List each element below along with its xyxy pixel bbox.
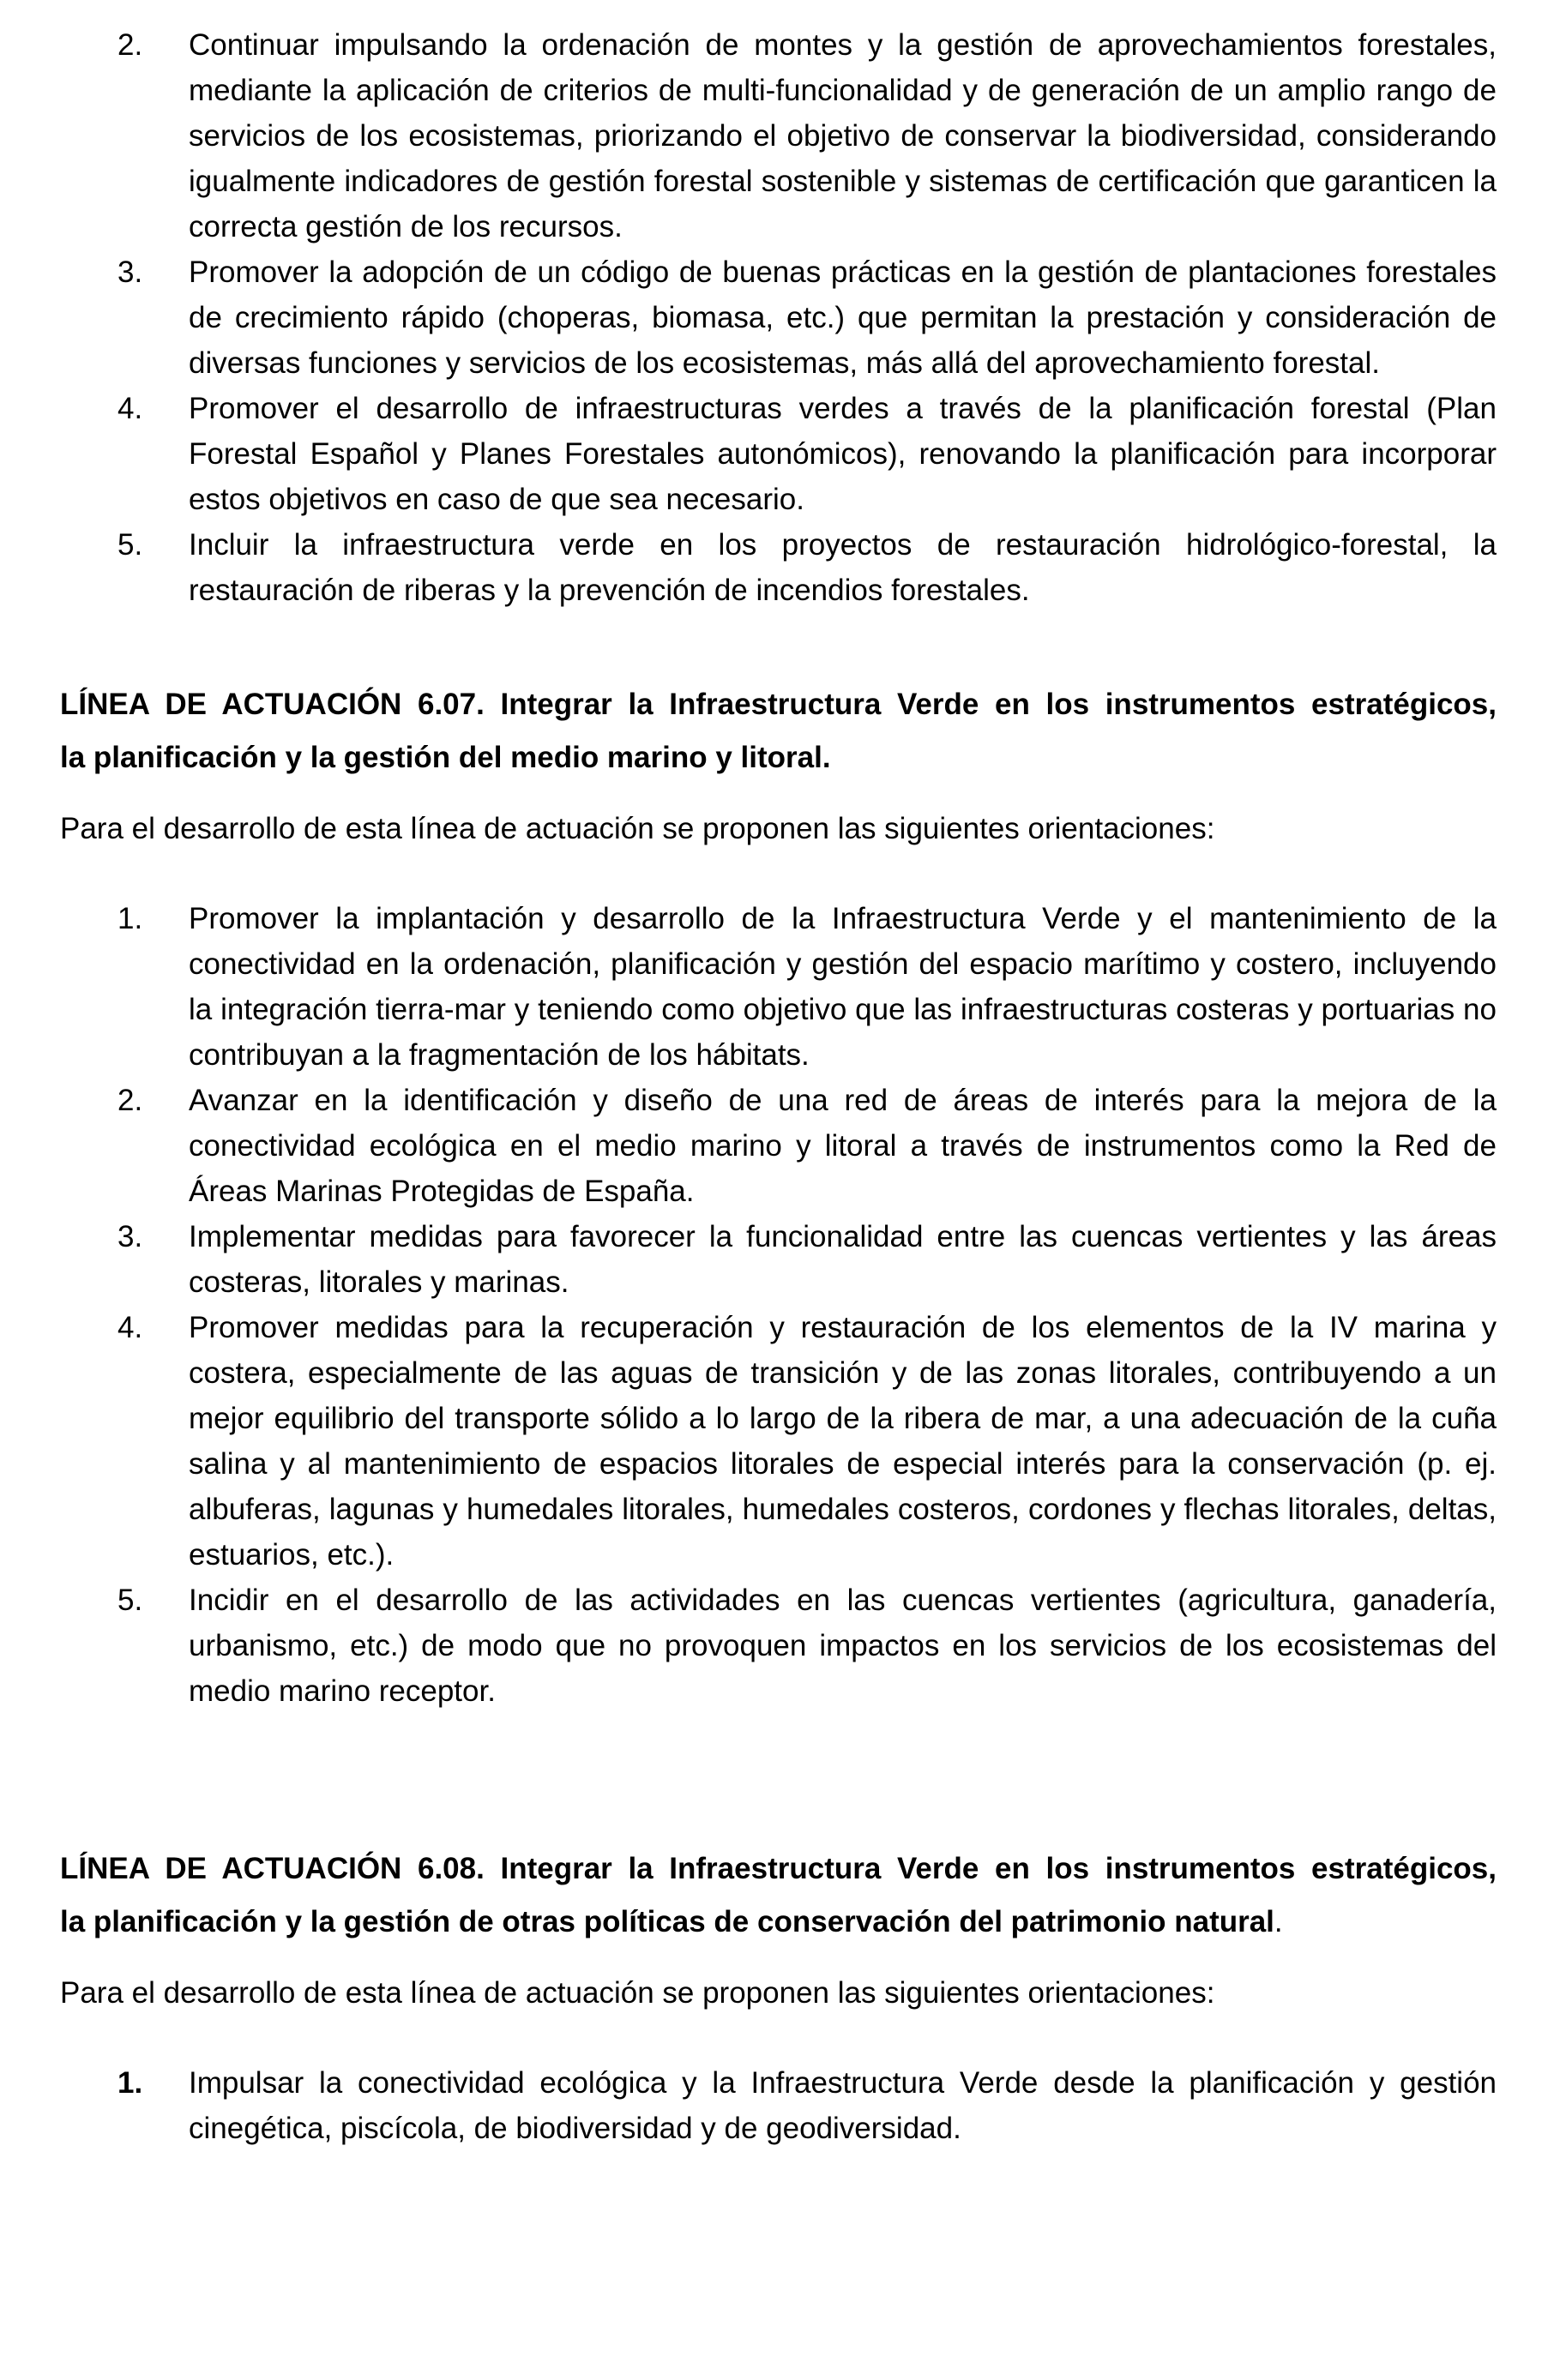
list-item-text: Promover medidas para la recuperación y restauración de los elementos de la IV marina y costera, especialmente de las aguas de transición y de las zonas litorales, contribuyendo a un mejor equilibrio del transporte sólido a lo largo de la ribera de mar, a una adecuación de la cuña salina y al mantenimiento de espacios litorales de especial interés para la conservación (p. ej. albuferas, lagunas y humedales litorales, humedales costeros, cordones y flechas litorales, deltas, estuarios, etc.). xyxy=(189,1311,1497,1572)
list-item xyxy=(60,1578,1497,1714)
list-item-number: 1. xyxy=(117,2066,143,2100)
heading-line xyxy=(60,1896,1497,1949)
heading-linea-actuacion-608 xyxy=(60,1842,1497,1949)
list-item xyxy=(60,1214,1497,1305)
list-item xyxy=(60,22,1497,249)
list-item-text: Promover la adopción de un código de buenas prácticas en la gestión de plantaciones forestales de crecimiento rápido (choperas, biomasa, etc.) que permitan la prestación y consideración de diversas funciones y servicios de los ecosistemas, más allá del aprovechamiento forestal. xyxy=(189,255,1497,380)
list-item-number: 1. xyxy=(117,902,143,935)
list-item-number: 5. xyxy=(117,528,143,562)
heading-bold-text: la planificación y la gestión de otras políticas de conservación del patrimonio natural xyxy=(60,1905,1274,1938)
heading-line: LÍNEA DE ACTUACIÓN 6.07. Integrar la Infraestructura Verde en los instrumentos estratégicos, xyxy=(60,688,1497,721)
list-item-number: 5. xyxy=(117,1584,143,1617)
list-orientaciones-607 xyxy=(60,896,1497,1714)
list-item xyxy=(60,1305,1497,1578)
list-item-number: 2. xyxy=(117,1084,143,1117)
list-item-text: Incluir la infraestructura verde en los proyectos de restauración hidrológico-forestal, la restauración de riberas y la prevención de incendios forestales. xyxy=(189,528,1497,607)
heading-line: LÍNEA DE ACTUACIÓN 6.08. Integrar la Infraestructura Verde en los instrumentos estratégicos, xyxy=(60,1852,1497,1885)
list-item-text: Promover la implantación y desarrollo de la Infraestructura Verde y el mantenimiento de la conectividad en la ordenación, planificación y gestión del espacio marítimo y costero, incluyendo la integración tierra-mar y teniendo como objetivo que las infraestructuras costeras y portuarias no contribuyan a la fragmentación de los hábitats. xyxy=(189,902,1497,1072)
list-item-number: 4. xyxy=(117,392,143,425)
list-item-number: 4. xyxy=(117,1311,143,1344)
list-item-text: Impulsar la conectividad ecológica y la Infraestructura Verde desde la planificación y gestión cinegética, piscícola, de biodiversidad y de geodiversidad. xyxy=(189,2066,1497,2145)
heading-linea-actuacion-607 xyxy=(60,678,1497,784)
list-item xyxy=(60,386,1497,522)
list-item-text: Promover el desarrollo de infraestructuras verdes a través de la planificación forestal (Plan Forestal Español y Planes Forestales autonómicos), renovando la planificación para incorporar estos objetivos en caso de que sea necesario. xyxy=(189,392,1497,516)
list-item-text: Avanzar en la identificación y diseño de una red de áreas de interés para la mejora de la conectividad ecológica en el medio marino y litoral a través de instrumentos como la Red de Áreas Marinas Protegidas de España. xyxy=(189,1084,1497,1208)
list-item xyxy=(60,522,1497,613)
list-item-text: Implementar medidas para favorecer la funcionalidad entre las cuencas vertientes y las áreas costeras, litorales y marinas. xyxy=(189,1220,1497,1299)
list-item-text: Incidir en el desarrollo de las actividades en las cuencas vertientes (agricultura, ganadería, urbanismo, etc.) de modo que no provoquen impactos en los servicios de los ecosistemas del medio marino receptor. xyxy=(189,1584,1497,1708)
list-item-number: 2. xyxy=(117,28,143,62)
heading-line: la planificación y la gestión del medio marino y litoral. xyxy=(60,741,831,774)
list-item-text: Continuar impulsando la ordenación de montes y la gestión de aprovechamientos forestales, mediante la aplicación de criterios de multi-funcionalidad y de generación de un amplio rango de servicios de los ecosistemas, priorizando el objetivo de conservar la biodiversidad, considerando igualmente indicadores de gestión forestal sostenible y sistemas de certificación que garanticen la correcta gestión de los recursos. xyxy=(189,28,1497,243)
list-item xyxy=(60,249,1497,386)
intro-paragraph-607: Para el desarrollo de esta línea de actuación se proponen las siguientes orientaciones: xyxy=(60,812,1215,845)
list-item-number: 3. xyxy=(117,255,143,289)
intro-paragraph-608: Para el desarrollo de esta línea de actuación se proponen las siguientes orientaciones: xyxy=(60,1976,1215,2010)
list-item-number: 3. xyxy=(117,1220,143,1253)
list-item xyxy=(60,896,1497,1078)
list-orientaciones-608 xyxy=(60,2060,1497,2151)
list-item xyxy=(60,1078,1497,1214)
list-item xyxy=(60,2060,1497,2151)
list-gestion-forestal xyxy=(60,22,1497,613)
heading-period: . xyxy=(1274,1905,1283,1938)
